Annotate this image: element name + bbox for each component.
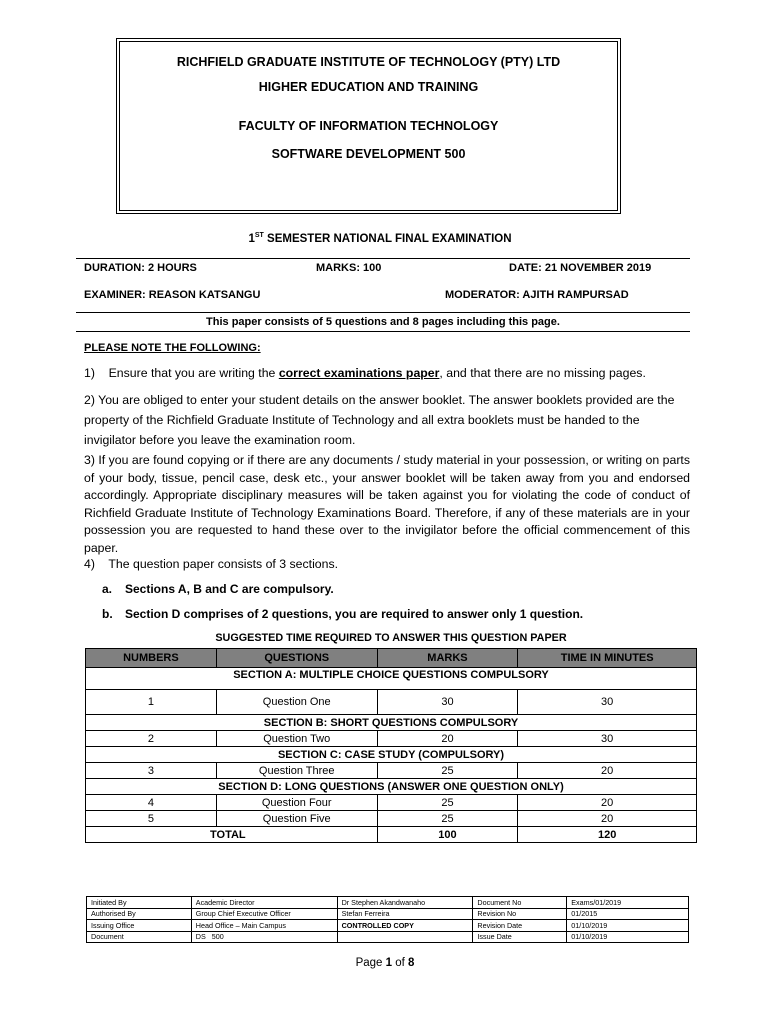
table-row	[86, 731, 697, 747]
cell-question: Question Three	[216, 763, 377, 779]
cell-time: 30	[518, 690, 697, 715]
page-total: 8	[408, 957, 415, 969]
cell-number: 4	[86, 795, 217, 811]
divider	[76, 312, 690, 313]
table-row	[86, 795, 697, 811]
table-row	[87, 897, 689, 909]
table-row	[87, 920, 689, 932]
section-a-label: SECTION A: MULTIPLE CHOICE QUESTIONS COMPULSORY	[86, 668, 697, 690]
total-time: 120	[518, 827, 697, 843]
header-box	[116, 38, 621, 214]
cell-marks: 20	[377, 731, 518, 747]
paper-info: This paper consists of 5 questions and 8 pages including this page.	[206, 316, 560, 328]
cell: Dr Stephen Akandwanaho	[337, 897, 473, 909]
total-label: TOTAL	[86, 827, 378, 843]
cell	[337, 931, 473, 943]
note-b-marker: b.	[102, 607, 113, 621]
note-a-marker: a.	[102, 582, 113, 596]
cell-marks: 25	[377, 811, 518, 827]
total-row	[86, 827, 697, 843]
page-current: 1	[385, 957, 393, 969]
table-row	[86, 690, 697, 715]
header-time: TIME IN MINUTES	[518, 649, 697, 668]
table-header-row	[86, 649, 697, 668]
cell: Academic Director	[191, 897, 337, 909]
table-row	[86, 811, 697, 827]
cell-marks: 30	[377, 690, 518, 715]
cell-marks: 25	[377, 763, 518, 779]
table-row	[87, 908, 689, 920]
cell-question: Question One	[216, 690, 377, 715]
cell: DS 500	[191, 931, 337, 943]
section-b-label: SECTION B: SHORT QUESTIONS COMPULSORY	[86, 715, 697, 731]
section-row	[86, 779, 697, 795]
header-questions: QUESTIONS	[216, 649, 377, 668]
cell-time: 30	[518, 731, 697, 747]
institute-name: RICHFIELD GRADUATE INSTITUTE OF TECHNOLOGY (PTY) LTD	[176, 55, 561, 69]
cell: Head Office – Main Campus	[191, 920, 337, 932]
note-1-post: , and that there are no missing pages.	[439, 366, 646, 380]
exam-title-text: SEMESTER NATIONAL FINAL EXAMINATION	[267, 232, 512, 245]
header-numbers: NUMBERS	[86, 649, 217, 668]
cell-question: Question Five	[216, 811, 377, 827]
cell-number: 3	[86, 763, 217, 779]
cell-marks: 25	[377, 795, 518, 811]
section-row	[86, 668, 697, 690]
exam-title	[0, 232, 760, 245]
page-number	[0, 957, 768, 969]
table-row	[86, 763, 697, 779]
page-prefix: Page	[355, 957, 386, 969]
document-control-table	[86, 896, 689, 943]
cell: Document	[87, 931, 192, 943]
division-name: HIGHER EDUCATION AND TRAINING	[258, 80, 479, 94]
cell: Group Chief Executive Officer	[191, 908, 337, 920]
section-row	[86, 715, 697, 731]
time-table	[85, 648, 697, 843]
cell: 01/2015	[567, 908, 689, 920]
cell: Authorised By	[87, 908, 192, 920]
note-2: 2) You are obliged to enter your student details on the answer booklet. The answer booklets provided are the property of the Richfield Graduate Institute of Technology and all extra booklets must be handed to the invigilator before you leave the examination room.	[84, 393, 675, 447]
cell-time: 20	[518, 811, 697, 827]
cell: 01/10/2019	[567, 920, 689, 932]
marks: MARKS: 100	[316, 262, 382, 274]
section-c-label: SECTION C: CASE STUDY (COMPULSORY)	[86, 747, 697, 763]
cell: Revision No	[473, 908, 567, 920]
divider	[76, 331, 690, 332]
duration: DURATION: 2 HOURS	[84, 262, 197, 274]
note-1-pre: 1) Ensure that you are writing the	[84, 366, 279, 380]
note-3: 3) If you are found copying or if there are any documents / study material in your possession, or writing on parts of your body, tissue, pencil case, desk etc., your answer booklet will be taken away from you and endorsed accordingly. Appropriate disciplinary measures will be taken against you for violating the code of conduct of Richfield Graduate Institute of Technology Examinations Board. Therefore, if any of these materials are in your possession you are requested to hand these over to the invigilator before the official commencement of this paper.	[84, 453, 690, 555]
cell-time: 20	[518, 795, 697, 811]
notes-heading: PLEASE NOTE THE FOLLOWING:	[84, 342, 261, 354]
course-name: SOFTWARE DEVELOPMENT 500	[271, 147, 466, 161]
cell-number: 5	[86, 811, 217, 827]
page-sep: of	[392, 957, 409, 969]
exam-date: DATE: 21 NOVEMBER 2019	[509, 262, 652, 274]
cell-question: Question Two	[216, 731, 377, 747]
faculty-name: FACULTY OF INFORMATION TECHNOLOGY	[238, 119, 499, 133]
cell-number: 1	[86, 690, 217, 715]
cell-time: 20	[518, 763, 697, 779]
cell: Document No	[473, 897, 567, 909]
exam-ordinal-suffix: ST	[254, 232, 264, 239]
note-b-text: Section D comprises of 2 questions, you are required to answer only 1 question.	[125, 607, 584, 621]
divider	[76, 258, 690, 259]
note-a-text: Sections A, B and C are compulsory.	[125, 582, 334, 596]
exam-ordinal: 1	[248, 232, 255, 245]
cell: Exams/01/2019	[567, 897, 689, 909]
cell: CONTROLLED COPY	[337, 920, 473, 932]
header-marks: MARKS	[377, 649, 518, 668]
total-marks: 100	[377, 827, 518, 843]
cell: Revision Date	[473, 920, 567, 932]
moderator: MODERATOR: AJITH RAMPURSAD	[445, 289, 629, 301]
note-4: 4) The question paper consists of 3 sections.	[84, 557, 339, 571]
section-row	[86, 747, 697, 763]
cell: Stefan Ferreira	[337, 908, 473, 920]
cell-number: 2	[86, 731, 217, 747]
note-1-emphasis: correct examinations paper	[278, 366, 440, 380]
cell: Initiated By	[87, 897, 192, 909]
section-d-label: SECTION D: LONG QUESTIONS (ANSWER ONE QUESTION ONLY)	[86, 779, 697, 795]
note-1	[84, 365, 689, 383]
cell: Issuing Office	[87, 920, 192, 932]
table-row	[87, 931, 689, 943]
cell: 01/10/2019	[567, 931, 689, 943]
table-caption: SUGGESTED TIME REQUIRED TO ANSWER THIS QUESTION PAPER	[215, 632, 567, 644]
cell-question: Question Four	[216, 795, 377, 811]
examiner: EXAMINER: REASON KATSANGU	[84, 289, 261, 301]
cell: Issue Date	[473, 931, 567, 943]
